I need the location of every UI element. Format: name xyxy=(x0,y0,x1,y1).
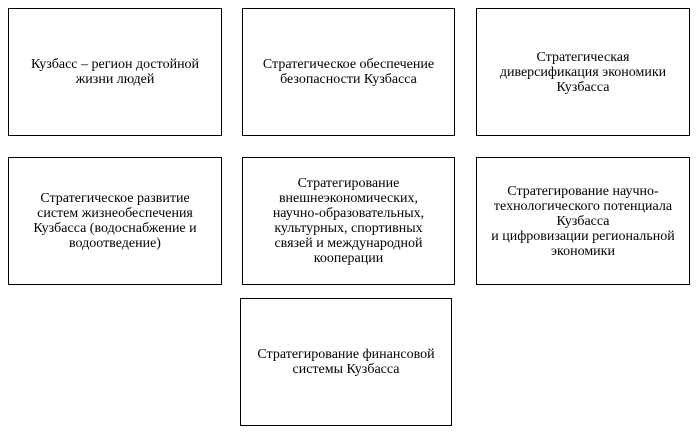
box-international-cooperation xyxy=(242,157,455,285)
box-security-text: Стратегическое обеспечение безопасности Кузбасса xyxy=(262,57,435,87)
box-decent-life xyxy=(8,8,222,136)
box-financial-system-text: Стратегирование финансовой системы Кузбасса xyxy=(257,347,435,377)
box-financial-system xyxy=(240,298,452,426)
box-international-cooperation-text: Стратегирование внешнеэкономических, научно-образовательных, культурных, спортивных связей и международной кооперации xyxy=(272,176,425,266)
box-security xyxy=(242,8,455,136)
box-science-digitalization xyxy=(476,157,690,285)
box-life-support-systems xyxy=(8,157,222,285)
box-life-support-systems-text: Стратегическое развитие систем жизнеобеспечения Кузбасса (водоснабжение и водоотведение) xyxy=(33,191,197,251)
box-economy-diversification-text: Стратегическая диверсификация экономики Кузбасса xyxy=(499,49,667,95)
box-decent-life-text: Кузбасс – регион достойной жизни людей xyxy=(30,57,200,87)
box-economy-diversification xyxy=(476,8,690,136)
box-science-digitalization-text: Стратегирование научно- технологического потенциала Кузбасса и цифровизации региональной экономики xyxy=(491,183,675,259)
